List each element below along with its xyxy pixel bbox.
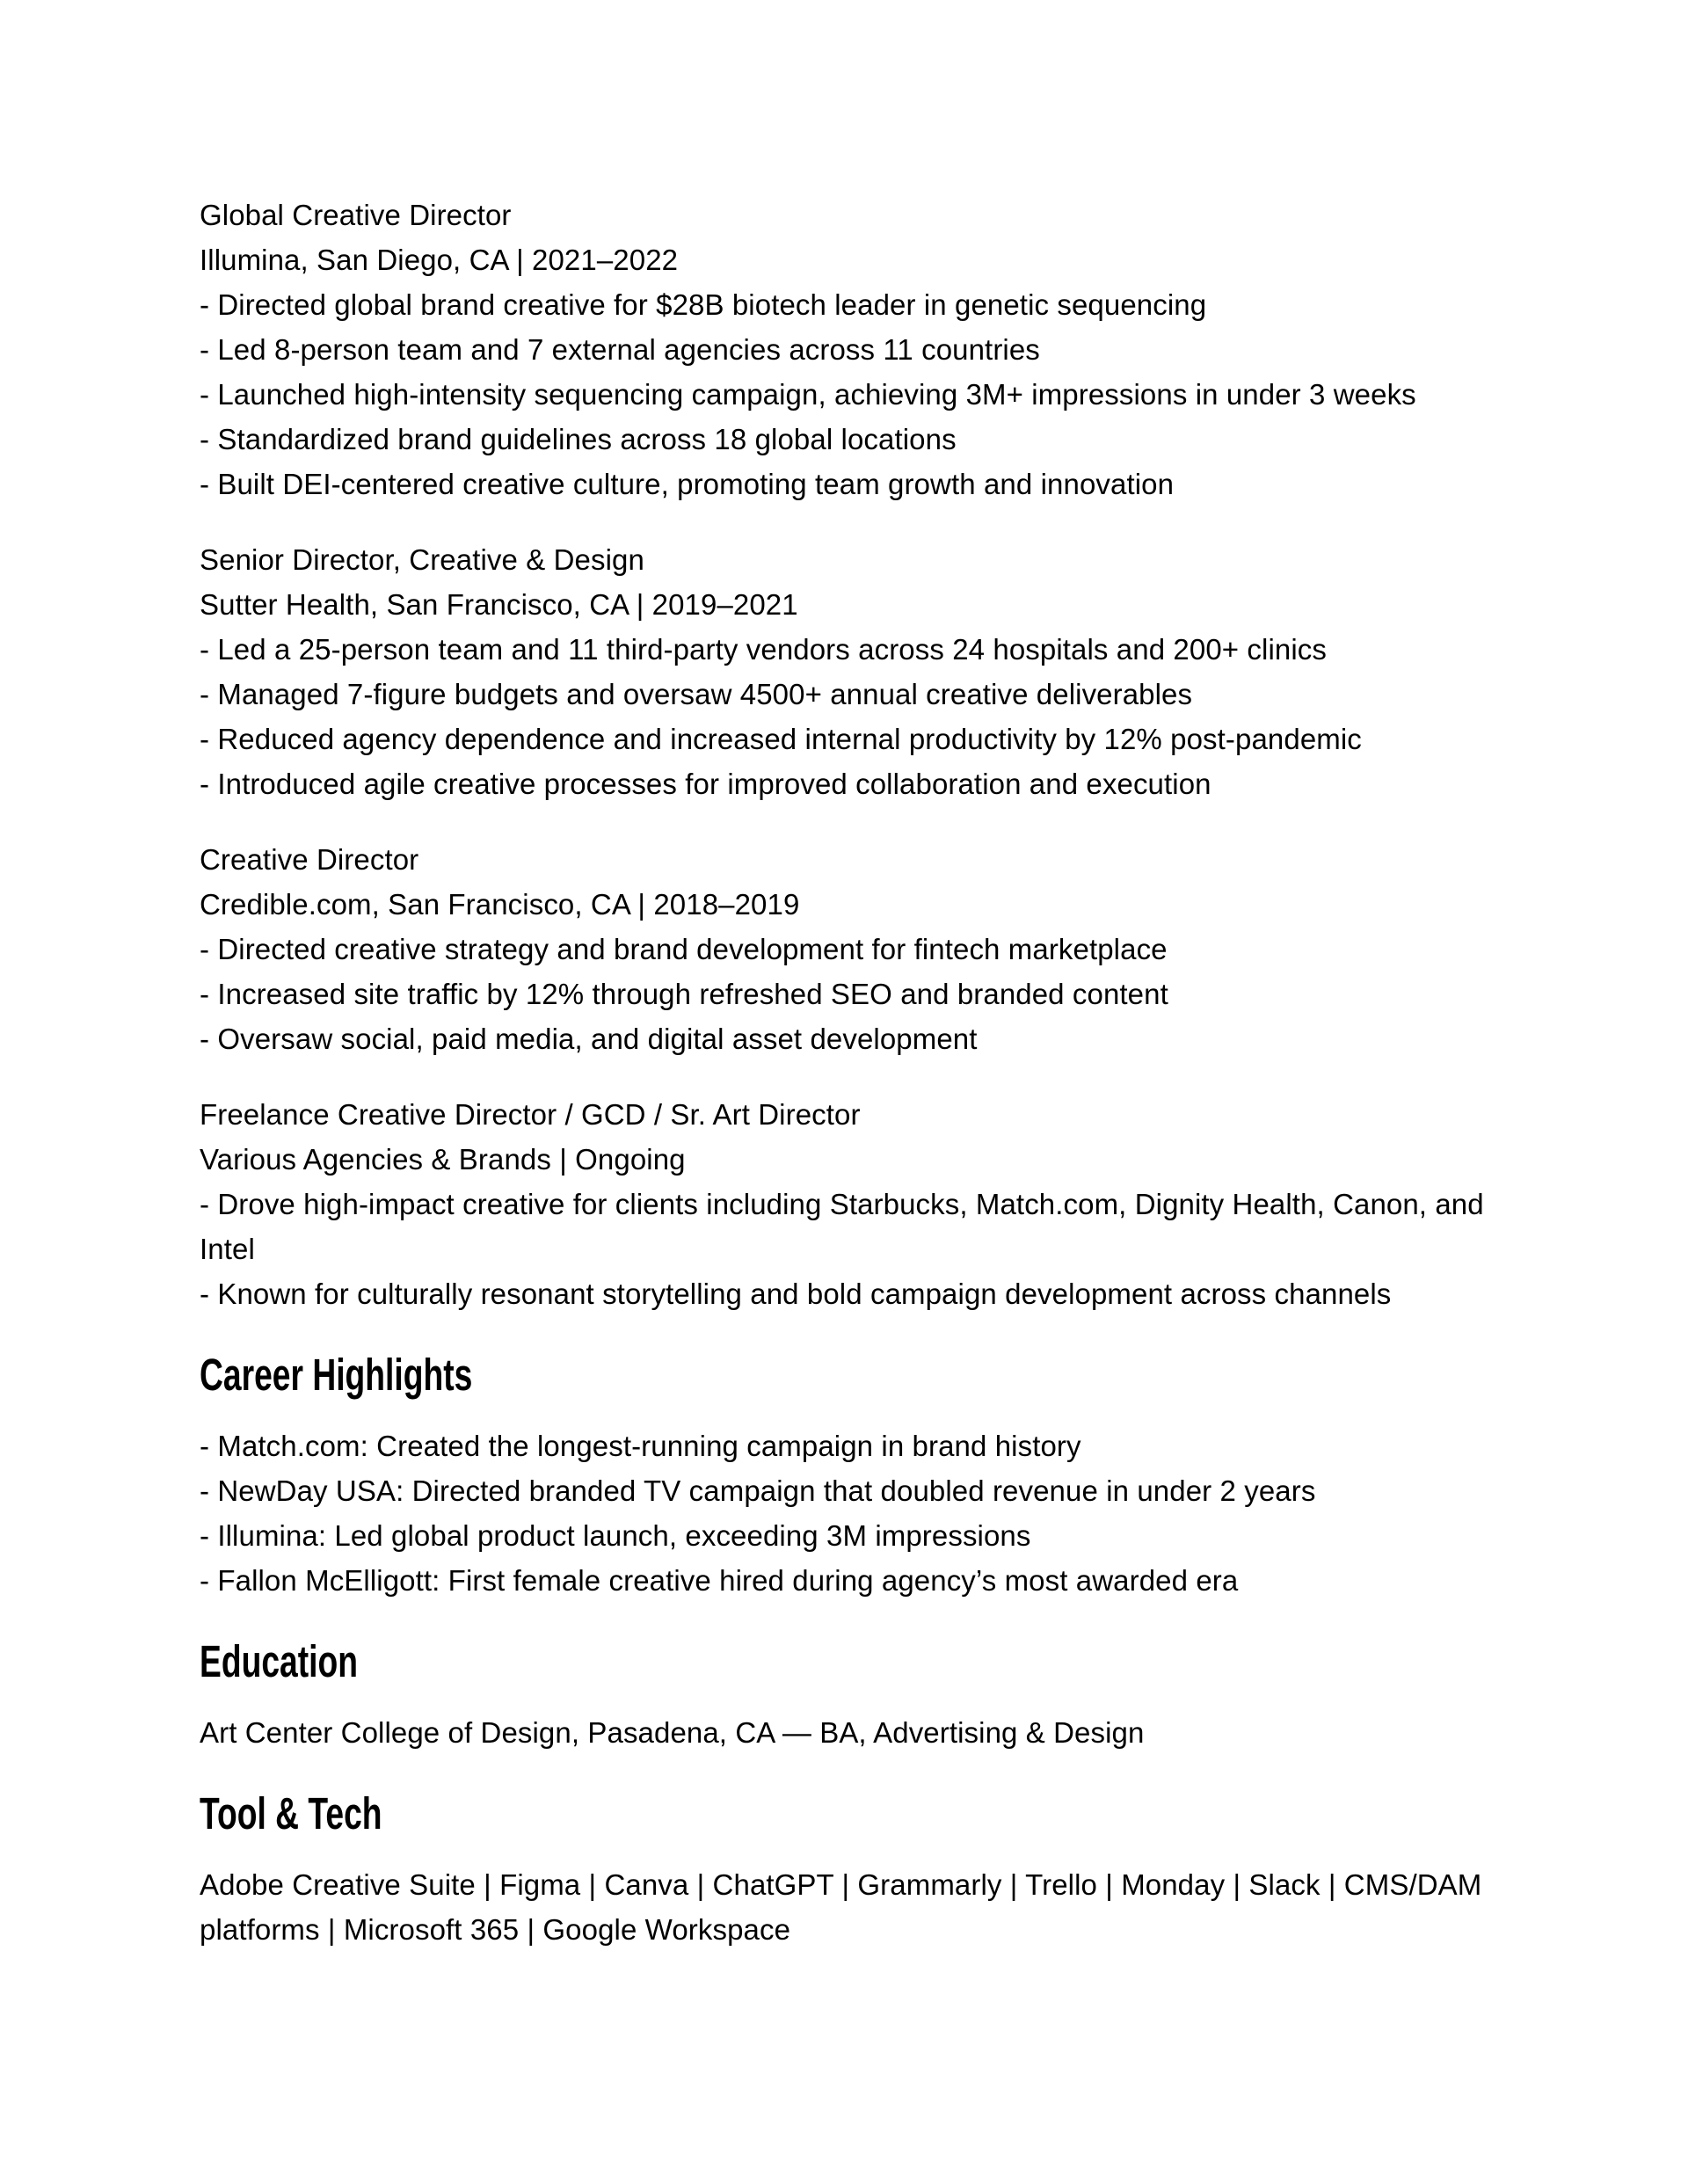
section-heading-tool-tech	[200, 1787, 1521, 1841]
job-bullet-line: - Known for culturally resonant storytelling and bold campaign development across channels	[200, 1278, 1392, 1310]
job-bullet-line: - Reduced agency dependence and increased internal productivity by 12% post-pandemic	[200, 723, 1362, 755]
job-title-line: Senior Director, Creative & Design	[200, 543, 644, 576]
job-title-line: Global Creative Director	[200, 199, 512, 231]
job-bullet-line: - Launched high-intensity sequencing campaign, achieving 3M+ impressions in under 3 weeks	[200, 378, 1416, 411]
career-highlights-list	[200, 1423, 1521, 1603]
section-heading-text: Tool & Tech	[200, 1788, 382, 1838]
job-bullet-line: - Oversaw social, paid media, and digital asset development	[200, 1023, 978, 1055]
tools-continuation-line: platforms | Microsoft 365 | Google Workspace	[200, 1913, 791, 1946]
job-title-line: Freelance Creative Director / GCD / Sr. Art Director	[200, 1098, 861, 1131]
job-bullet-continuation-line: Intel	[200, 1233, 255, 1265]
job-block-credible	[200, 837, 1521, 1061]
job-bullet-line: - Led a 25-person team and 11 third-party vendors across 24 hospitals and 200+ clinics	[200, 633, 1327, 666]
job-meta-line: Sutter Health, San Francisco, CA | 2019–2021	[200, 588, 798, 621]
job-bullet-line: - Built DEI-centered creative culture, promoting team growth and innovation	[200, 468, 1175, 500]
tools-line: Adobe Creative Suite | Figma | Canva | ChatGPT | Grammarly | Trello | Monday | Slack | CMS/DAM	[200, 1868, 1482, 1901]
job-title-line: Creative Director	[200, 843, 419, 876]
job-bullet-line: - Increased site traffic by 12% through refreshed SEO and branded content	[200, 978, 1168, 1010]
job-bullet-line: - Led 8-person team and 7 external agencies across 11 countries	[200, 333, 1040, 366]
section-heading-text: Career Highlights	[200, 1350, 473, 1400]
education-line: Art Center College of Design, Pasadena, CA — BA, Advertising & Design	[200, 1716, 1145, 1749]
highlight-bullet-line: - NewDay USA: Directed branded TV campaign that doubled revenue in under 2 years	[200, 1474, 1316, 1507]
job-block-freelance	[200, 1092, 1521, 1316]
job-meta-line: Various Agencies & Brands | Ongoing	[200, 1143, 686, 1176]
job-meta-line: Illumina, San Diego, CA | 2021–2022	[200, 244, 679, 276]
highlight-bullet-line: - Fallon McElligott: First female creative hired during agency’s most awarded era	[200, 1564, 1239, 1597]
education-block	[200, 1710, 1521, 1755]
job-bullet-line: - Standardized brand guidelines across 18 global locations	[200, 423, 957, 455]
job-block-sutter-health	[200, 537, 1521, 806]
job-bullet-line: - Drove high-impact creative for clients including Starbucks, Match.com, Dignity Health, Canon, and	[200, 1188, 1484, 1220]
section-heading-education	[200, 1634, 1521, 1689]
section-heading-career-highlights	[200, 1348, 1521, 1402]
section-heading-text: Education	[200, 1636, 358, 1686]
highlight-bullet-line: - Illumina: Led global product launch, exceeding 3M impressions	[200, 1519, 1031, 1552]
job-block-illumina	[200, 193, 1521, 506]
job-bullet-line: - Managed 7-figure budgets and oversaw 4500+ annual creative deliverables	[200, 678, 1193, 710]
job-meta-line: Credible.com, San Francisco, CA | 2018–2019	[200, 888, 800, 921]
job-bullet-line: - Directed creative strategy and brand development for fintech marketplace	[200, 933, 1168, 965]
tools-block	[200, 1862, 1521, 1952]
job-bullet-line: - Directed global brand creative for $28B biotech leader in genetic sequencing	[200, 288, 1207, 321]
highlight-bullet-line: - Match.com: Created the longest-running campaign in brand history	[200, 1430, 1081, 1462]
job-bullet-line: - Introduced agile creative processes for improved collaboration and execution	[200, 768, 1211, 800]
